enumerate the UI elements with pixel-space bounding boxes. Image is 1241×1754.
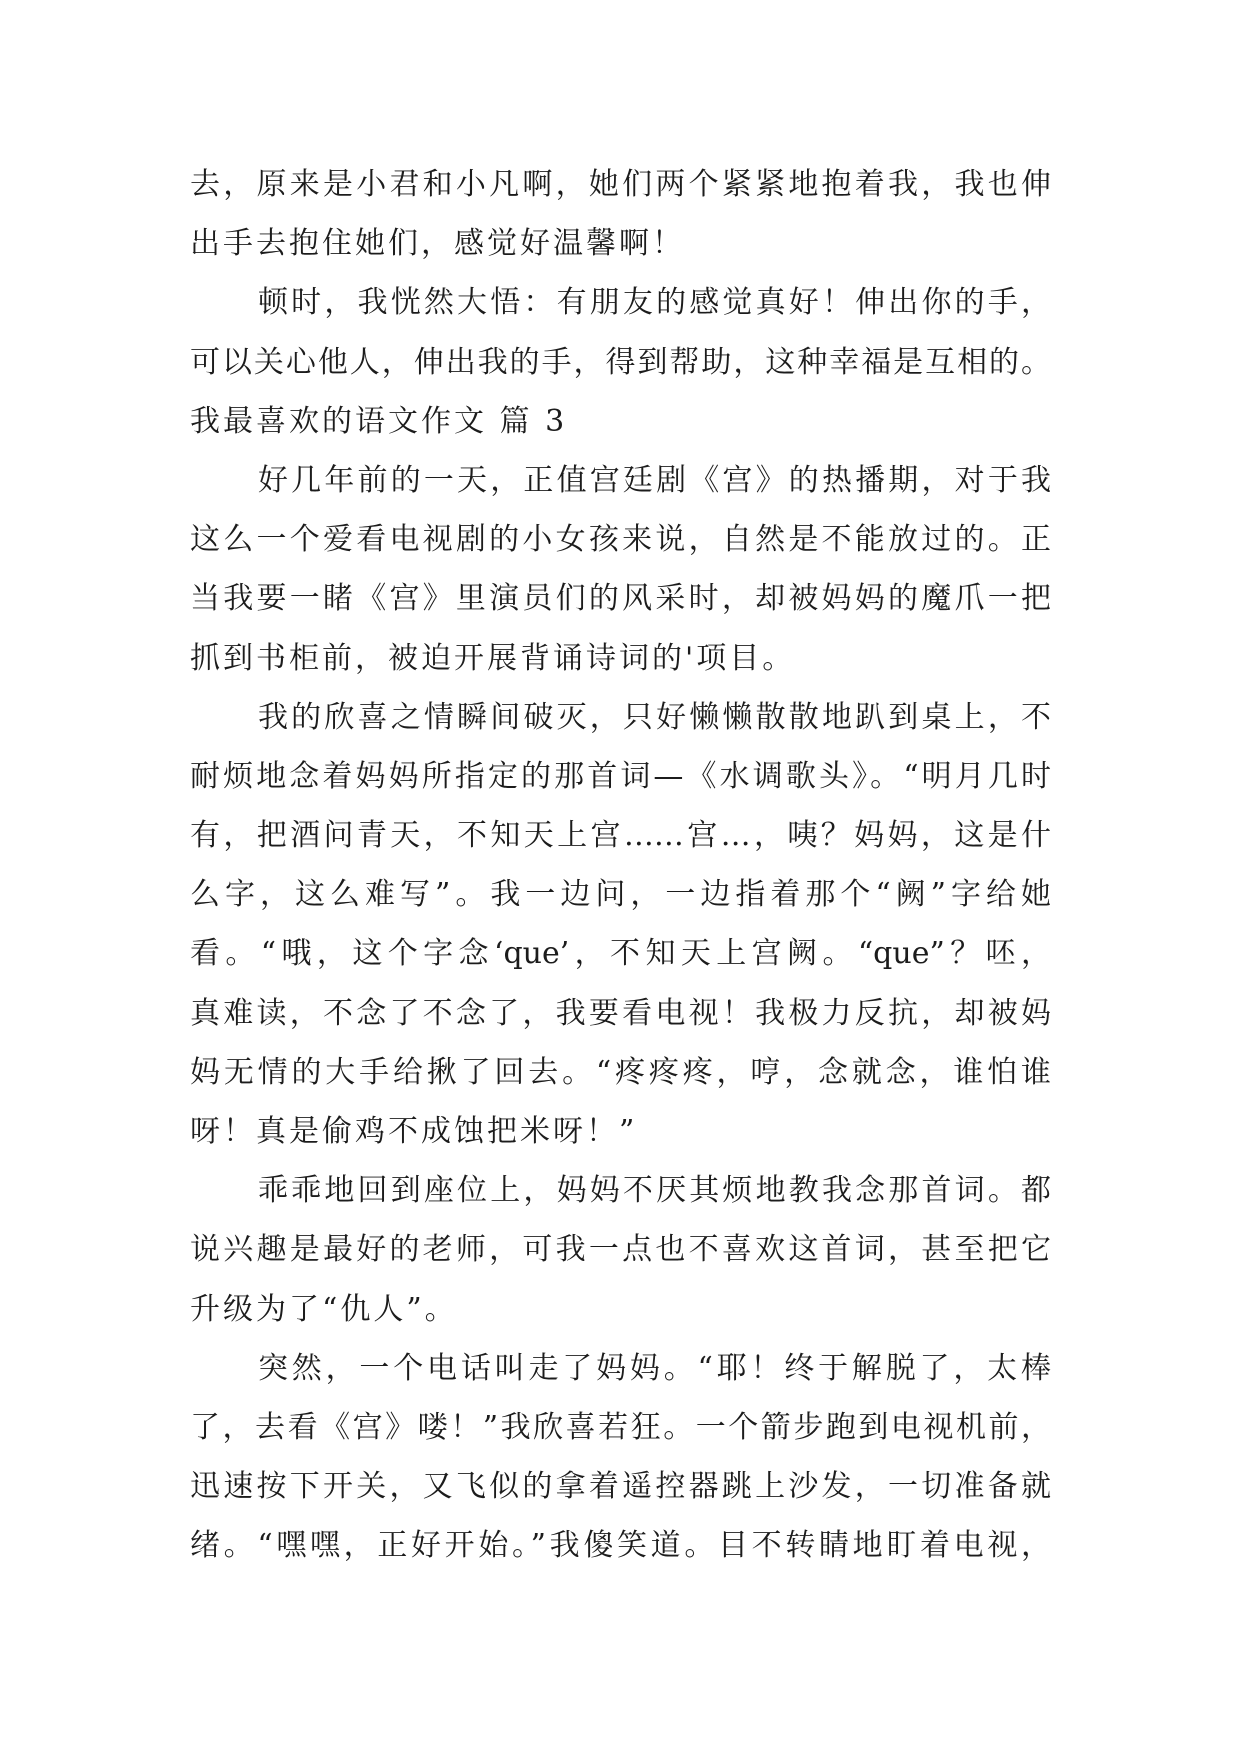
text-line: 这么一个爱看电视剧的小女孩来说，自然是不能放过的。正: [190, 522, 1051, 558]
text-line: 真难读，不念了不念了，我要看电视！我极力反抗，却被妈: [190, 995, 1051, 1031]
text-line: 看。“哦，这个字念‘que’，不知天上宫阙。“que”？呸，: [190, 936, 1051, 972]
text-line: 当我要一睹《宫》里演员们的风采时，却被妈妈的魔爪一把: [190, 581, 1051, 617]
text-line: 出手去抱住她们，感觉好温馨啊！: [190, 226, 685, 262]
paragraph: [190, 155, 1051, 273]
text-line: 说兴趣是最好的老师，可我一点也不喜欢这首词，甚至把它: [190, 1232, 1051, 1268]
text-line: 乖乖地回到座位上，妈妈不厌其烦地教我念那首词。都: [258, 1173, 1051, 1209]
text-line: 去，原来是小君和小凡啊，她们两个紧紧地抱着我，我也伸: [190, 167, 1051, 202]
text-line: 妈无情的大手给揪了回去。“疼疼疼，哼，念就念，谁怕谁: [190, 1054, 1051, 1090]
text-line: 升级为了“仇人”。: [190, 1291, 458, 1327]
text-line: 呀！真是偷鸡不成蚀把米呀！”: [190, 1114, 638, 1149]
text-line: 顿时，我恍然大悟：有朋友的感觉真好！伸出你的手，: [258, 285, 1051, 321]
text-line: 绪。“嘿嘿，正好开始。”我傻笑道。目不转睛地盯着电视，: [190, 1528, 1051, 1564]
paragraph: [190, 1161, 1051, 1339]
text-line: 好几年前的一天，正值宫廷剧《宫》的热播期，对于我: [258, 462, 1051, 498]
paragraph: [190, 688, 1051, 1162]
text-line: 么字，这么难写”。我一边问，一边指着那个“阙”字给她: [190, 877, 1051, 913]
document-body: [190, 155, 1051, 1576]
text-line: 我的欣喜之情瞬间破灭，只好懒懒散散地趴到桌上，不: [258, 699, 1051, 735]
text-line: 突然，一个电话叫走了妈妈。“耶！终于解脱了，太棒: [258, 1350, 1051, 1386]
paragraph: [190, 273, 1051, 391]
text-line: 耐烦地念着妈妈所指定的那首词—《水调歌头》。“明月几时: [190, 758, 1051, 794]
text-line: 抓到书柜前，被迫开展背诵诗词的'项目。: [190, 640, 796, 676]
paragraph: [190, 451, 1051, 688]
text-line: 可以关心他人，伸出我的手，得到帮助，这种幸福是互相的。: [190, 344, 1051, 380]
section-heading: 我最喜欢的语文作文 篇 3: [190, 403, 568, 439]
text-line: 有，把酒问青天，不知天上宫……宫…，咦？妈妈，这是什: [190, 818, 1051, 854]
paragraph: [190, 1339, 1051, 1576]
text-line: 迅速按下开关，又飞似的拿着遥控器跳上沙发，一切准备就: [190, 1469, 1051, 1505]
text-line: 了，去看《宫》喽！”我欣喜若狂。一个箭步跑到电视机前，: [190, 1409, 1051, 1445]
